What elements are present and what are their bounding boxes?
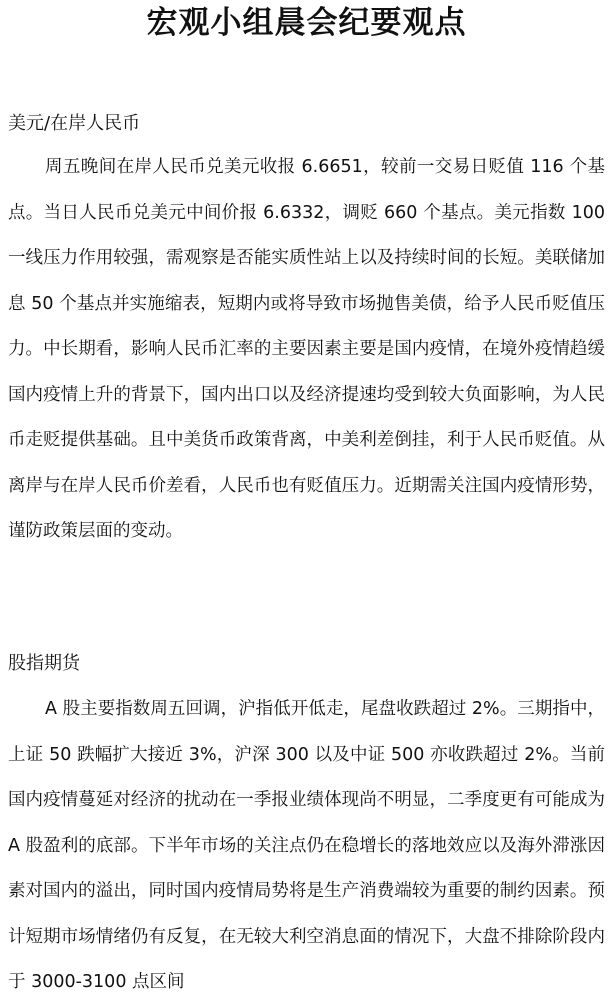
document-title: 宏观小组晨会纪要观点 — [146, 5, 467, 41]
section-body-stock-index-futures: A 股主要指数周五回调，沪指低开低走，尾盘收跌超过 2%。三期指中，上证 50 跌幅扩大接近 3%，沪深 300 以及中证 500 亦收跌超过 2%。当前国内疫情蔓延对经济的扰动在一季报业绩体现尚不明显，二季度更有可能成为 A 股盈利的底部。下半年市场的关注点仍在稳增长的落地效应以及海外滞涨因素对国内的溢出，同时国内疫情局势将是生产消费端较为重要的制约因素。预计短期市场情绪仍有反复，在无较大利空消息面的情况下，大盘不排除阶段内于 3000-3100 点区间 — [8, 699, 605, 992]
section-heading-stock-index-futures: 股指期货 — [8, 653, 80, 674]
section-heading-usd-cny: 美元/在岸人民币 — [8, 113, 141, 134]
section-body-usd-cny: 周五晚间在岸人民币兑美元收报 6.6651，较前一交易日贬值 116 个基点。当日人民币兑美元中间价报 6.6332，调贬 660 个基点。美元指数 100 一线压力作用较强，需观察是否能实质性站上以及持续时间的长短。美联储加息 50 个基点并实施缩表，短期内或将导致市场抛售美债，给予人民币贬值压力。中长期看，影响人民币汇率的主要因素主要是国内疫情，在境外疫情趋缓国内疫情上升的背景下，国内出口以及经济提速均受到较大负面影响，为人民币走贬提供基础。且中美货币政策背离，中美利差倒挂，利于人民币贬值。从离岸与在岸人民币价差看，人民币也有贬值压力。近期需关注国内疫情形势，谨防政策层面的变动。 — [8, 157, 605, 541]
